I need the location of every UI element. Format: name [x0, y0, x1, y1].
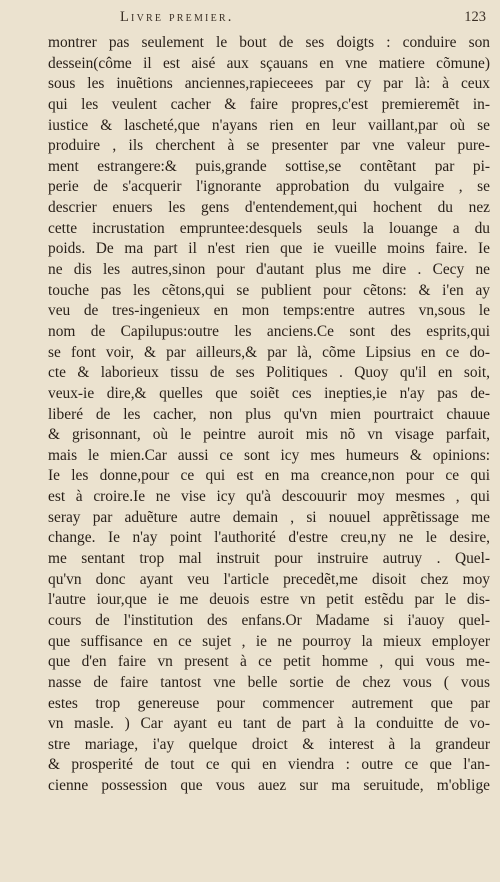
text-line: cienne possession que vous auez sur ma seruitude, m'oblige — [48, 777, 490, 795]
text-line: mais le mien.Car aussi ce sont icy mes humeurs & opinions: — [48, 446, 490, 464]
text-line: estes trop genereuse pour commencer autrement que par — [48, 694, 490, 712]
text-line: perie de s'acquerir l'ignorante approbation du vulgaire , se — [48, 178, 490, 196]
text-line: stre mariage, i'ay quelque droict & interest à la grandeur — [48, 735, 490, 753]
text-line: est à croire.Ie ne vise icy qu'à descouurir moy mesmes , qui — [48, 488, 490, 506]
text-line: cte & laborieux tissu de ses Politiques . Quoy qu'il en soit, — [48, 364, 490, 382]
text-line: poids. De ma part il n'est rien que ie vueille moins faire. Ie — [48, 240, 490, 258]
text-line: ment estrangere:& puis,grande sottise,se contẽtant par pi- — [48, 157, 490, 175]
text-line: l'autre iour,que ie me deuois estre vn petit estẽdu par le dis- — [48, 591, 490, 609]
text-line: cette incrustation empruntee:desquels seuls la louange a du — [48, 219, 490, 237]
text-line: qu'vn donc ayant veu l'article precedẽt,me disoit chez moy — [48, 570, 490, 588]
text-line: me sentant trop mal instruit pour instruire autruy . Quel- — [48, 550, 490, 568]
text-line: veu de tres-ingenieux en mon temps:entre autres vn,sous le — [48, 302, 490, 320]
text-line: vn masle. ) Car ayant eu tant de part à la conduitte de vo- — [48, 715, 490, 733]
text-line: dessein(côme il est aisé aux sçauans en vne matiere cõmune) — [48, 54, 490, 72]
text-line: ne dis les autres,sinon pour d'autant plus me dire . Cecy ne — [48, 261, 490, 279]
text-line: iustice & lascheté,que n'ayans rien en leur vaillant,par où se — [48, 116, 490, 134]
text-line: seray par aduẽture autre demain , si nouuel apprẽtissage me — [48, 508, 490, 526]
text-line: sous les inuẽtions anciennes,rapieceees par cy par là: à ceux — [48, 75, 490, 93]
text-line: touche pas les cẽtons,qui se publient pour cẽtons: & i'en ay — [48, 281, 490, 299]
text-line: qui les veulent cacher & faire propres,c'est premieremẽt in- — [48, 95, 490, 113]
text-line: cours de l'institution des enfans.Or Madame si i'auoy quel- — [48, 611, 490, 629]
text-line: nasse de faire tantost vne belle sortie de chez vous ( vous — [48, 673, 490, 691]
text-line: change. Ie n'ay point l'authorité d'estre creu,ny ne le desire, — [48, 529, 490, 547]
text-line: descrier enuers les gens d'entendement,qui hochent du nez — [48, 199, 490, 217]
running-title: Livre premier. — [120, 9, 234, 25]
text-line: se font voir, & par ailleurs,& par là, cõme Lipsius en ce do- — [48, 343, 490, 361]
text-line: liberé de les cacher, non plus qu'vn mien pourtraict chauue — [48, 405, 490, 423]
page-number: 123 — [464, 9, 486, 25]
text-line: produire , ils cherchent à se presenter par vne valeur pure- — [48, 137, 490, 155]
page-header — [100, 6, 492, 28]
text-line: montrer pas seulement le bout de ses doigts : conduire son — [48, 34, 490, 51]
text-line: Ie les donne,pour ce qui est en ma creance,non pour ce qui — [48, 467, 490, 485]
text-line: que suffisance en ce sujet , ie ne pourroy la mieux employer — [48, 632, 490, 650]
text-line: & grisonnant, où le peintre auroit mis nõ vn visage parfait, — [48, 426, 490, 444]
text-line: que d'en faire vn present à ce petit homme , qui vous me- — [48, 653, 490, 671]
body-text — [48, 33, 490, 797]
text-line: & prosperité de tout ce qui en viendra : outre ce que l'an- — [48, 756, 490, 774]
text-line: nom de Capilupus:outre les anciens.Ce sont des esprits,qui — [48, 322, 490, 340]
text-line: veux-ie dire,& quelles que soiẽt ces inepties,ie n'ay pas de- — [48, 384, 490, 402]
